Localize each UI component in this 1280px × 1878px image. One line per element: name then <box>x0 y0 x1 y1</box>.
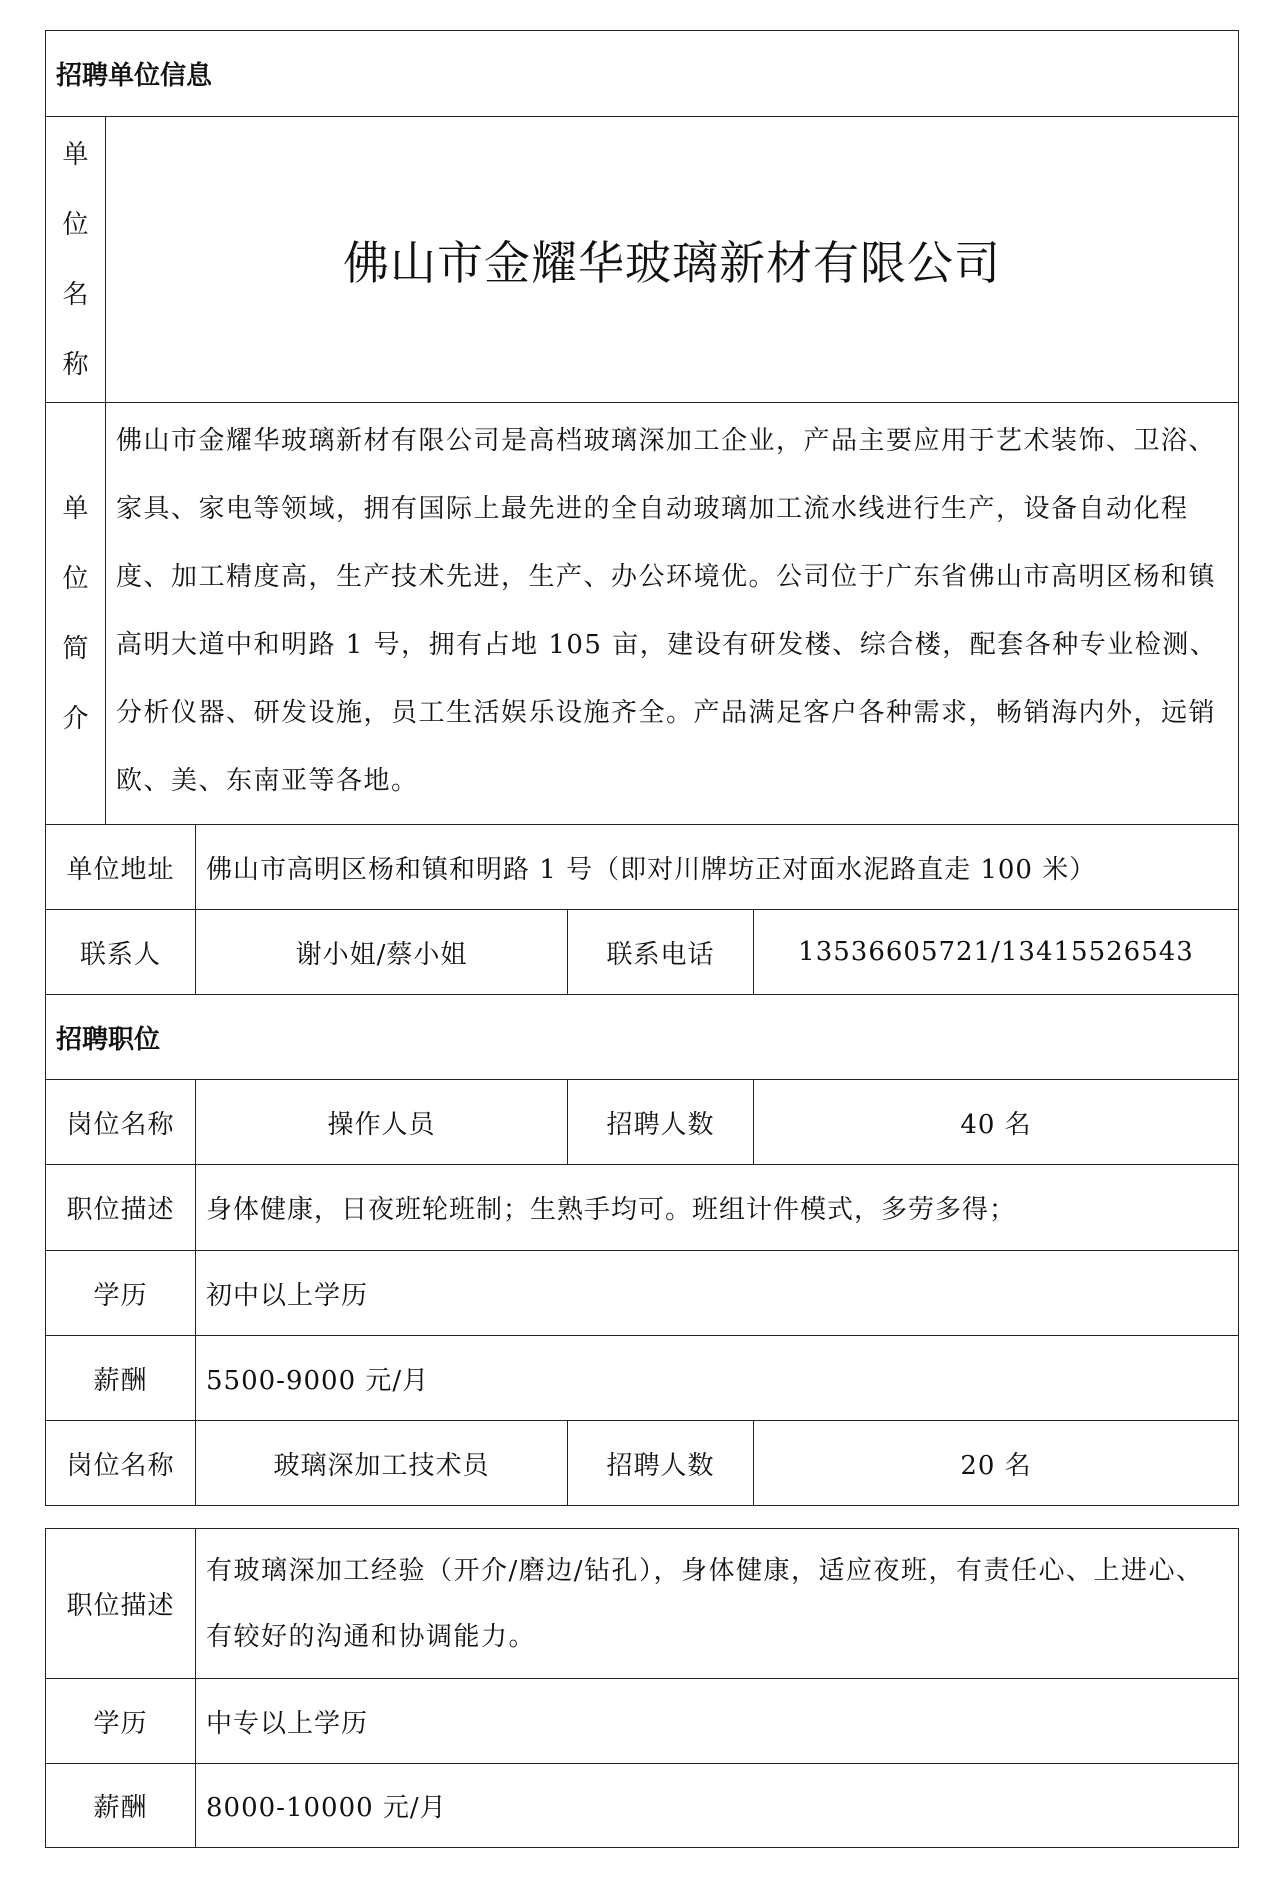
job-2-edu-label: 学历 <box>93 1708 148 1739</box>
job-1-salary-label: 薪酬 <box>93 1365 148 1396</box>
job-1-position-row <box>46 1080 1238 1165</box>
company-name-value: 佛山市金耀华玻璃新材有限公司 <box>105 117 1238 402</box>
label-char: 位 <box>62 563 89 594</box>
address-label: 单位地址 <box>66 854 175 885</box>
job-2-count-value: 20 名 <box>753 1421 1238 1505</box>
label-char: 简 <box>62 633 89 664</box>
job-2-edu-row <box>46 1679 1238 1764</box>
contact-label: 联系人 <box>79 939 161 970</box>
company-intro-row <box>46 403 1238 825</box>
recruitment-table <box>45 30 1239 1506</box>
job-2-salary-label: 薪酬 <box>93 1793 148 1823</box>
label-char: 介 <box>62 703 89 734</box>
label-char: 名 <box>62 279 89 310</box>
address-row <box>46 825 1238 910</box>
job-2-desc-value: 有玻璃深加工经验（开介/磨边/钻孔），身体健康，适应夜班，有责任心、上进心、有较好的沟通和协调能力。 <box>195 1529 1238 1678</box>
job-2-salary-row <box>46 1764 1238 1847</box>
phone-label: 联系电话 <box>567 910 753 994</box>
job-2-count-label: 招聘人数 <box>567 1421 753 1505</box>
job-2-edu-value: 中专以上学历 <box>195 1679 1238 1763</box>
job-1-salary-row <box>46 1336 1238 1421</box>
job-2-desc-label: 职位描述 <box>66 1591 175 1621</box>
job-1-salary-value: 5500-9000 元/月 <box>195 1336 1238 1420</box>
jobs-section-title: 招聘职位 <box>56 1024 161 1055</box>
job-1-count-label: 招聘人数 <box>567 1080 753 1164</box>
address-value: 佛山市高明区杨和镇和明路 1 号（即对川牌坊正对面水泥路直走 100 米） <box>195 825 1238 909</box>
phone-value: 13536605721/13415526543 <box>753 910 1238 994</box>
label-char: 单 <box>62 139 89 170</box>
job-1-desc-label: 职位描述 <box>66 1195 175 1225</box>
company-intro-text: 佛山市金耀华玻璃新材有限公司是高档玻璃深加工企业，产品主要应用于艺术装饰、卫浴、家具、家电等领域，拥有国际上最先进的全自动玻璃加工流水线进行生产，设备自动化程度、加工精度高，生产技术先进，生产、办公环境优。公司位于广东省佛山市高明区杨和镇高明大道中和明路 1 号，拥有占地 105 亩，建设有研发楼、综合楼，配套各种专业检测、分析仪器、研发设施，员工生活娱乐设施齐全。产品满足客户各种需求，畅销海内外，远销欧、美、东南亚等各地。 <box>105 403 1238 824</box>
contact-value: 谢小姐/蔡小姐 <box>195 910 567 994</box>
recruitment-table-continued <box>45 1528 1239 1848</box>
job-2-position-row <box>46 1421 1238 1505</box>
jobs-section-header <box>46 995 1238 1080</box>
company-section-title: 招聘单位信息 <box>56 61 213 91</box>
job-1-position-label: 岗位名称 <box>66 1109 175 1140</box>
job-2-position-label: 岗位名称 <box>66 1450 175 1481</box>
label-char: 称 <box>62 349 89 380</box>
job-1-edu-value: 初中以上学历 <box>195 1251 1238 1335</box>
company-section-header <box>46 31 1238 117</box>
job-2-position-value: 玻璃深加工技术员 <box>195 1421 567 1505</box>
label-char: 位 <box>62 209 89 240</box>
company-name-label <box>46 117 105 402</box>
company-name-row <box>46 117 1238 403</box>
job-2-desc-row <box>46 1529 1238 1679</box>
job-1-count-value: 40 名 <box>753 1080 1238 1164</box>
company-intro-label <box>46 403 105 824</box>
label-char: 单 <box>62 493 89 524</box>
job-1-position-value: 操作人员 <box>195 1080 567 1164</box>
contact-row <box>46 910 1238 995</box>
job-1-desc-row <box>46 1165 1238 1251</box>
job-1-edu-label: 学历 <box>93 1280 148 1311</box>
job-2-salary-value: 8000-10000 元/月 <box>195 1764 1238 1847</box>
job-1-edu-row <box>46 1251 1238 1336</box>
job-1-desc-value: 身体健康，日夜班轮班制；生熟手均可。班组计件模式，多劳多得； <box>195 1165 1238 1250</box>
